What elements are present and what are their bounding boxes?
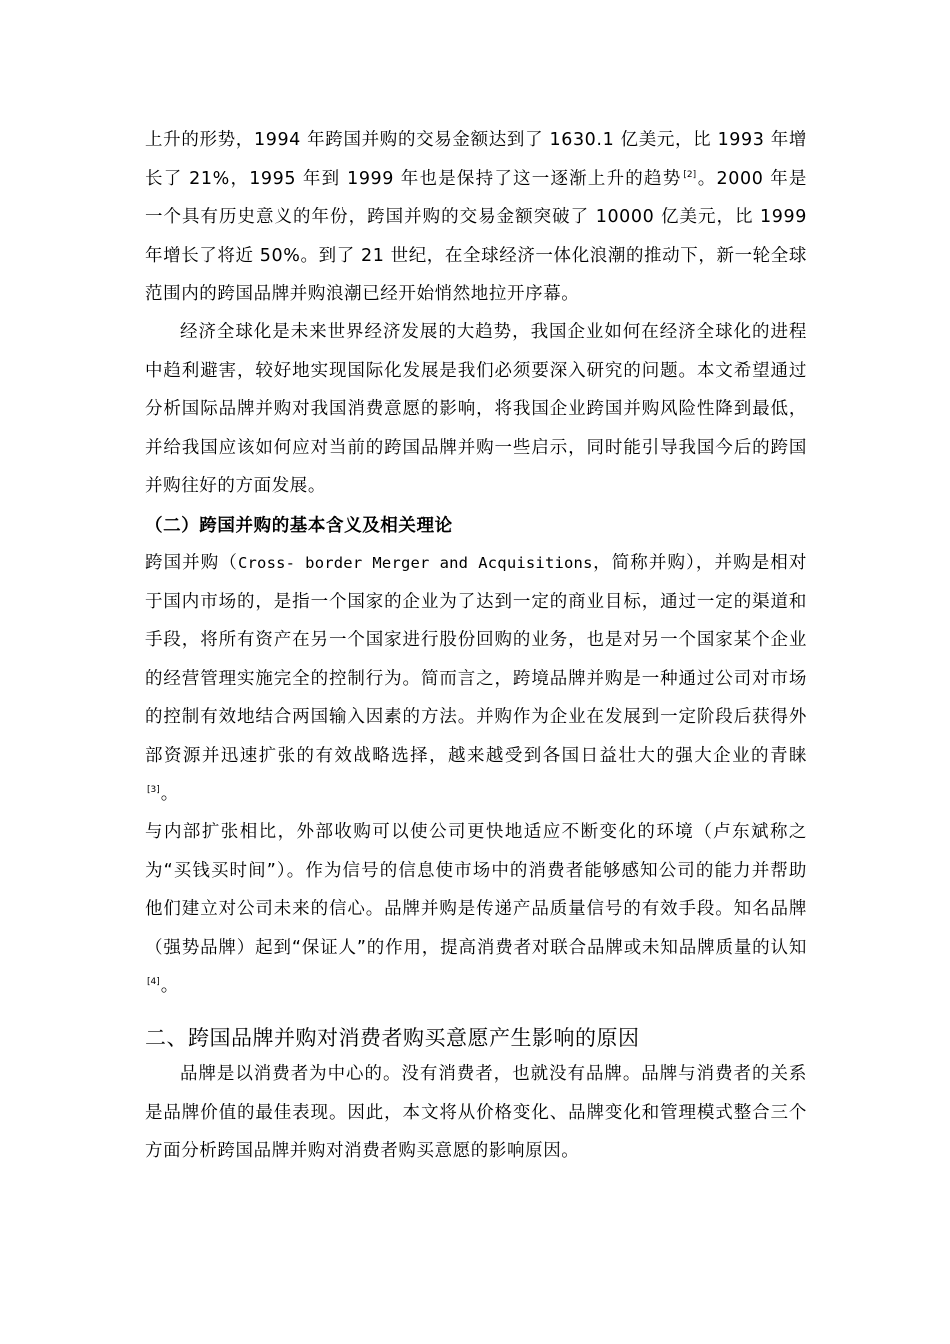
paragraph-text: 与内部扩张相比，外部收购可以使公司更快地适应不断变化的环境（卢东斌称之为“买钱买时间”）。作为信号的信息使市场中的消费者能够感知公司的能力并帮助他们建立对公司未来的信心。品牌并购是传递产品质量信号的有效手段。知名品牌（强势品牌）起到“保证人”的作用，提高消费者对联合品牌或未知品牌质量的认知 <box>145 822 807 958</box>
paragraph-text: 。 <box>160 784 179 804</box>
section-heading: 二、跨国品牌并购对消费者购买意愿产生影响的原因 <box>145 1026 640 1050</box>
paragraph-external-acquisition <box>145 813 807 1006</box>
paragraph-text: 跨国并购（ <box>145 553 238 573</box>
paragraph-text: ，简称并购），并购是相对于国内市场的，是指一个国家的企业为了达到一定的商业目标，通过一定的渠道和手段，将所有资产在另一个国家进行股份回购的业务，也是对另一个国家某个企业的经营管理实施完全的控制行为。简而言之，跨境品牌并购是一种通过公司对市场的控制有效地结合两国输入因素的方法。并购作为企业在发展到一定阶段后获得外部资源并迅速扩张的有效战略选择，越来越受到各国日益壮大的强大企业的青睐 <box>145 553 807 766</box>
citation-ref: [3] <box>147 785 160 795</box>
paragraph-ma-definition <box>145 544 807 814</box>
english-term: Cross- border Merger and Acquisitions <box>237 554 593 572</box>
subsection-heading: （二）跨国并购的基本含义及相关理论 <box>145 516 453 536</box>
citation-ref: [2] <box>683 169 697 180</box>
paragraph-text: 上升的形势，1994 年跨国并购的交易金额达到了 1630.1 亿美元，比 1993 年增长了 21%，1995 年到 1999 年也是保持了这一逐渐上升的趋势 <box>145 130 807 189</box>
paragraph-ma-history <box>145 121 807 314</box>
paragraph-text: 。2000 年是一个具有历史意义的年份，跨国并购的交易金额突破了 10000 亿美元，比 1999 年增长了将近 50%。到了 21 世纪，在全球经济一体化浪潮的推动下，新一轮全球范围内的跨国品牌并购浪潮已经开始悄然地拉开序幕。 <box>145 168 808 304</box>
citation-ref: [4] <box>147 977 160 987</box>
paragraph-brand-consumer: 品牌是以消费者为中心的。没有消费者，也就没有品牌。品牌与消费者的关系是品牌价值的最佳表现。因此，本文将从价格变化、品牌变化和管理模式整合三个方面分析跨国品牌并购对消费者购买意愿的影响原因。 <box>145 1064 807 1161</box>
paragraph-globalization: 经济全球化是未来世界经济发展的大趋势，我国企业如何在经济全球化的进程中趋利避害，较好地实现国际化发展是我们必须要深入研究的问题。本文希望通过分析国际品牌并购对我国消费意愿的影响，将我国企业跨国并购风险性降到最低，并给我国应该如何应对当前的跨国品牌并购一些启示，同时能引导我国今后的跨国并购往好的方面发展。 <box>145 322 807 496</box>
paragraph-text: 。 <box>160 976 179 996</box>
